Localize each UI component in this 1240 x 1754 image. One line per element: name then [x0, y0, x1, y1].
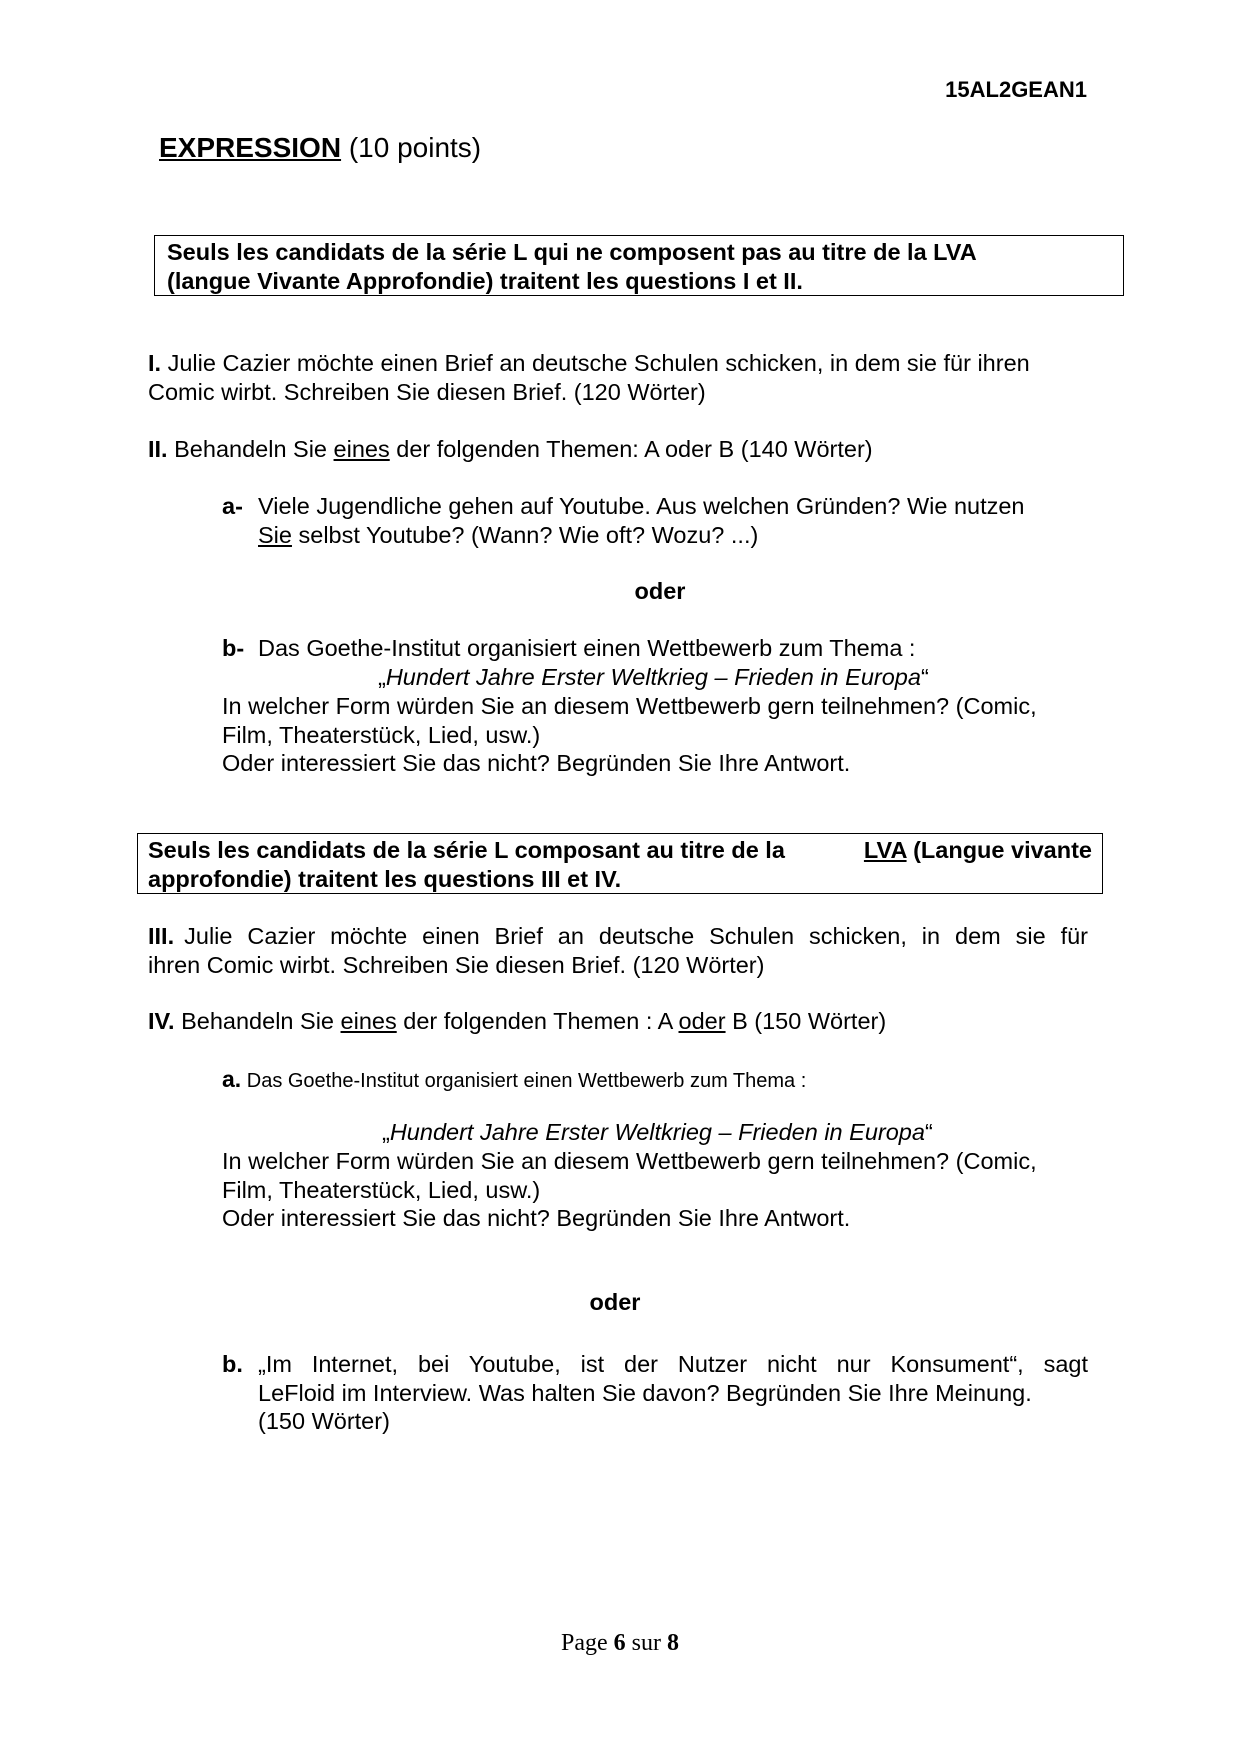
question-4b-line1: „Im Internet, bei Youtube, ist der Nutzer nicht nur Konsument“, sagt — [258, 1351, 1088, 1377]
question-2-underlined: eines — [333, 436, 390, 462]
instruction-box-1-line2: (langue Vivante Approfondie) traitent les questions I et II. — [167, 267, 803, 294]
question-4a-line5: Oder interessiert Sie das nicht? Begründen Sie Ihre Antwort. — [222, 1205, 851, 1231]
question-3-number: III. — [148, 923, 175, 949]
oder-separator-1: oder — [634, 578, 686, 604]
question-4b-line2: LeFloid im Interview. Was halten Sie davon? Begründen Sie Ihre Meinung. — [258, 1379, 1032, 1406]
question-4b-line3: (150 Wörter) — [258, 1408, 390, 1434]
footer-page-number: 6 — [613, 1630, 626, 1656]
instruction-box-2-line1 — [148, 836, 1092, 865]
question-4b — [258, 1350, 1088, 1436]
question-4-text-mid: der folgenden Themen : A — [403, 1008, 672, 1034]
question-4a-line1: Das Goethe-Institut organisiert einen Wettbewerb zum Thema : — [246, 1070, 807, 1092]
question-4-number: IV. — [148, 1008, 175, 1034]
question-3-line1: Julie Cazier möchte einen Brief an deutsche Schulen schicken, in dem sie für — [184, 923, 1088, 949]
quote-open: „ — [382, 1119, 390, 1145]
question-4a-theme — [382, 1118, 933, 1147]
question-2a-line1: Viele Jugendliche gehen auf Youtube. Aus welchen Gründen? Wie nutzen — [258, 493, 1025, 519]
document-code: 15AL2GEAN1 — [945, 77, 1087, 102]
quote-open: „ — [378, 664, 386, 690]
question-4-underlined-1: eines — [340, 1008, 397, 1034]
question-2a-label: a- — [222, 493, 243, 519]
instruction-box-1-line1: Seuls les candidats de la série L qui ne composent pas au titre de la LVA — [167, 239, 977, 265]
section-title — [159, 131, 481, 165]
question-2-number: II. — [148, 436, 168, 462]
question-2a-line2: selbst Youtube? (Wann? Wie oft? Wozu? ...) — [298, 521, 759, 548]
question-2-text-pre: Behandeln Sie — [174, 436, 328, 462]
question-2b-theme — [378, 663, 929, 692]
question-4a — [222, 1066, 806, 1094]
question-4-text-pre: Behandeln Sie — [181, 1008, 334, 1034]
question-4a-body — [222, 1147, 1037, 1233]
question-4 — [148, 1007, 886, 1036]
oder-separator-2: oder — [589, 1289, 641, 1315]
instruction-box-2-post: (Langue vivante — [913, 837, 1092, 863]
footer-sur-word: sur — [631, 1630, 661, 1656]
instruction-box-2 — [137, 833, 1103, 894]
question-1-line1: Julie Cazier möchte einen Brief an deutsche Schulen schicken, in dem sie für ihren — [167, 350, 1030, 376]
footer-page-word: Page — [561, 1630, 608, 1656]
question-4a-theme-text: Hundert Jahre Erster Weltkrieg – Frieden in Europa — [389, 1119, 925, 1145]
question-4-underlined-2: oder — [678, 1008, 726, 1034]
question-4a-label: a. — [222, 1066, 242, 1092]
question-2b-line5: Oder interessiert Sie das nicht? Begründen Sie Ihre Antwort. — [222, 750, 851, 776]
instruction-box-2-underlined: LVA — [863, 837, 907, 863]
question-2-text-post: der folgenden Themen: A oder B (140 Wörter) — [396, 436, 873, 462]
question-2a — [258, 492, 1088, 549]
question-2b-label: b- — [222, 635, 245, 661]
question-2b-line3: In welcher Form würden Sie an diesem Wettbewerb gern teilnehmen? (Comic, — [222, 693, 1037, 719]
question-2b-line1: Das Goethe-Institut organisiert einen Wettbewerb zum Thema : — [258, 635, 916, 661]
question-1-line2: Comic wirbt. Schreiben Sie diesen Brief. (120 Wörter) — [148, 378, 706, 405]
question-4b-label: b. — [222, 1351, 243, 1377]
question-2b-theme-text: Hundert Jahre Erster Weltkrieg – Frieden in Europa — [385, 664, 921, 690]
question-3-line2: ihren Comic wirbt. Schreiben Sie diesen Brief. (120 Wörter) — [148, 951, 765, 978]
instruction-box-2-pre: Seuls les candidats de la série L composant au titre de la — [148, 837, 785, 863]
instruction-box-2-line2: approfondie) traitent les questions III et IV. — [148, 865, 622, 892]
section-title-main: EXPRESSION — [159, 132, 342, 163]
question-2b-body — [222, 692, 1037, 778]
quote-close: “ — [924, 1119, 933, 1145]
question-1-number: I. — [148, 350, 162, 376]
question-2 — [148, 435, 873, 464]
question-4-text-post: B (150 Wörter) — [732, 1008, 887, 1034]
question-3 — [148, 922, 1088, 979]
question-2b-line4: Film, Theaterstück, Lied, usw.) — [222, 721, 541, 748]
question-4a-line3: In welcher Form würden Sie an diesem Wettbewerb gern teilnehmen? (Comic, — [222, 1148, 1037, 1174]
page-footer — [0, 1630, 1240, 1657]
question-1 — [148, 349, 1088, 406]
section-title-points: (10 points) — [348, 132, 482, 163]
quote-close: “ — [920, 664, 929, 690]
question-4a-line4: Film, Theaterstück, Lied, usw.) — [222, 1176, 541, 1203]
footer-page-total: 8 — [667, 1630, 679, 1656]
question-2a-underlined: Sie — [258, 521, 292, 548]
instruction-box-1 — [154, 235, 1124, 296]
